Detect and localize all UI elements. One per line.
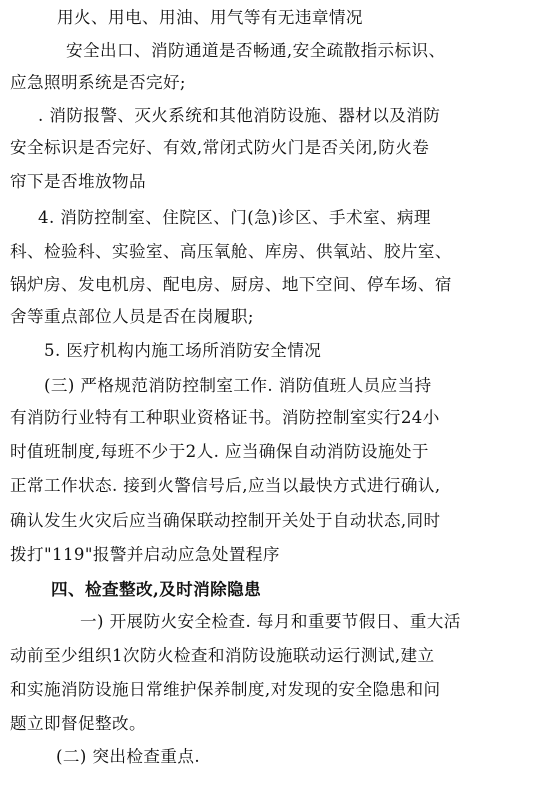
text-line: 确认发生火灾后应当确保联动控制开关处于自动状态,同时 [10,511,441,530]
text-line: 拨打"119"报警并启动应急处置程序 [10,545,280,564]
text-line: 4. 消防控制室、住院区、门(急)诊区、手术室、病理 [38,208,431,227]
text-line: 正常工作状态. 接到火警信号后,应当以最快方式进行确认, [10,476,441,495]
text-line: 科、检验科、实验室、高压氧舱、库房、供氧站、胶片室、 [10,242,452,261]
text-line: 应急照明系统是否完好; [10,73,186,92]
text-line: . 消防报警、灭火系统和其他消防设施、器材以及消防 [38,106,441,125]
text-line: 一) 开展防火安全检查. 每月和重要节假日、重大活 [80,612,461,631]
text-line: 5. 医疗机构内施工场所消防安全情况 [44,341,322,360]
text-line: (三) 严格规范消防控制室工作. 消防值班人员应当持 [44,376,432,395]
text-line: 时值班制度,每班不少于2人. 应当确保自动消防设施处于 [10,442,429,461]
text-line: 安全标识是否完好、有效,常闭式防火门是否关闭,防火卷 [10,138,430,157]
text-line: 用火、用电、用油、用气等有无违章情况 [57,8,363,27]
text-line: 安全出口、消防通道是否畅通,安全疏散指示标识、 [66,41,446,60]
text-line: 锅炉房、发电机房、配电房、厨房、地下空间、停车场、宿 [10,275,452,294]
text-line: 帘下是否堆放物品 [10,172,146,191]
section-heading: 四、检查整改,及时消除隐患 [51,579,262,599]
text-line: (二) 突出检查重点. [56,747,201,766]
text-line: 动前至少组织1次防火检查和消防设施联动运行测试,建立 [10,646,435,665]
text-line: 舍等重点部位人员是否在岗履职; [10,307,254,326]
text-line: 和实施消防设施日常维护保养制度,对发现的安全隐患和问 [10,680,441,699]
text-line: 有消防行业特有工种职业资格证书。消防控制室实行24小 [10,408,440,427]
text-line: 题立即督促整改。 [10,714,146,733]
